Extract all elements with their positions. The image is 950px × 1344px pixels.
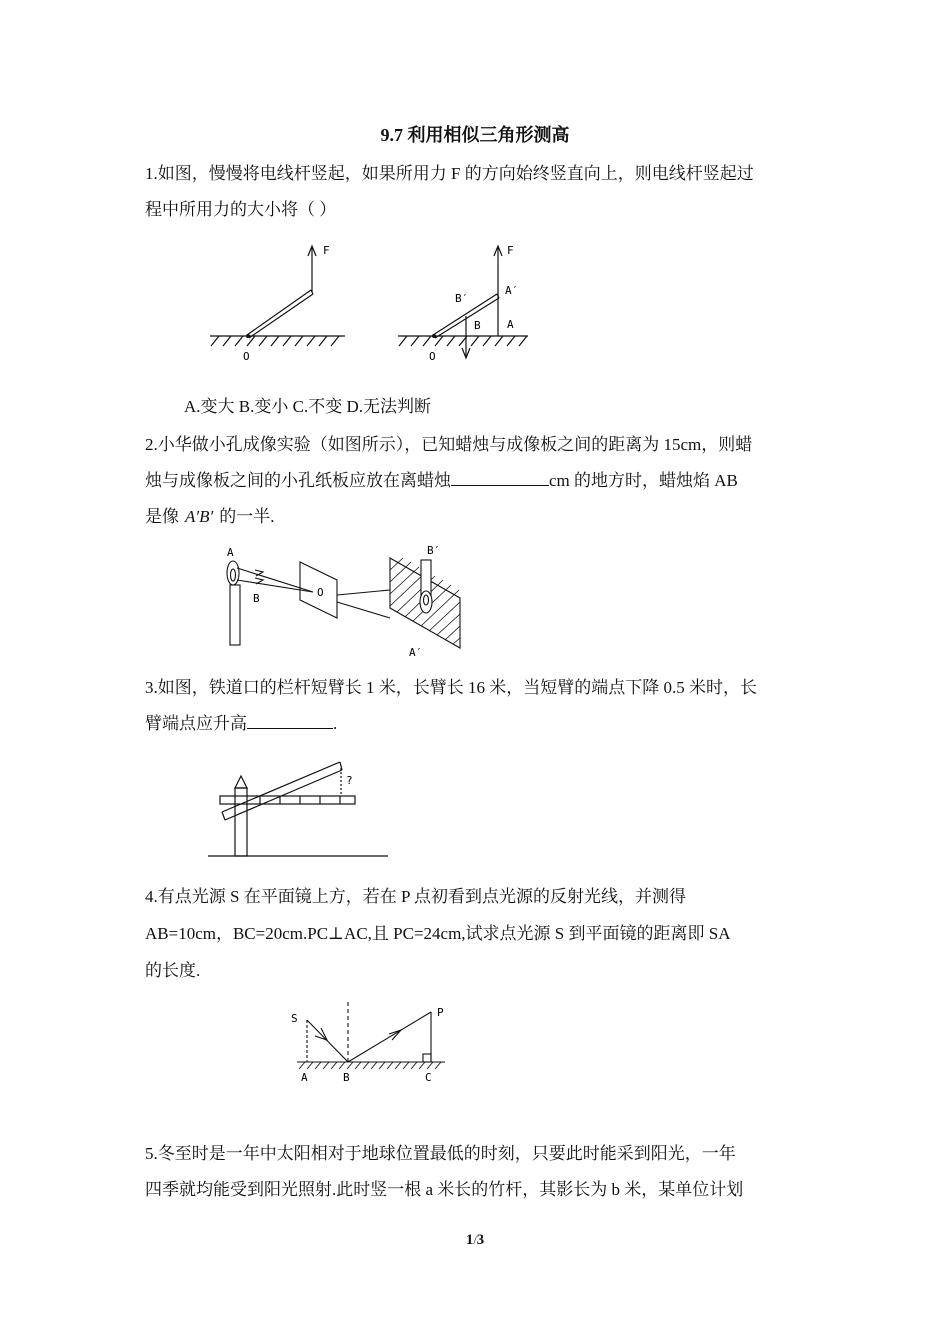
q4-line2: AB=10cm，BC=20cm.PC⊥AC,且 PC=24cm,试求点光源 S 到平面镜的距离即 SA [145,924,731,943]
svg-text:S: S [291,1012,298,1025]
q4-line3: 的长度. [145,961,201,980]
q2-line2: 烛与成像板之间的小孔纸板应放在离蜡烛 cm 的地方时，蜡烛焰 AB [145,471,738,490]
svg-text:B: B [253,592,260,605]
svg-text:A: A [507,318,514,331]
answer-blank [247,713,333,729]
q1-options: A.变大 B.变小 C.不变 D.无法判断 [184,397,431,416]
q4-figure [285,1000,465,1090]
barrier-arm-2 [225,770,342,820]
svg-text:A: A [227,546,234,559]
svg-text:A′: A′ [409,646,423,659]
q1-line2: 程中所用力的大小将（ ） [145,200,337,219]
svg-text:B: B [343,1071,350,1084]
candle [230,585,240,645]
incident-ray [307,1020,348,1062]
label-F: F [323,244,330,257]
svg-text:O: O [317,586,324,599]
pole-edge-2 [249,294,313,338]
image-symbol: A′B′ [185,507,214,526]
q4-line1: 4.有点光源 S 在平面镜上方，若在 P 点初看到点光源的反射光线，并测得 [145,887,687,906]
q2-line1: 2.小华做小孔成像实验（如图所示），已知蜡烛与成像板之间的距离为 15cm，则蜡 [145,435,753,454]
ground-hatch [211,336,339,346]
page-title: 9.7 利用相似三角形测高 [380,125,570,145]
label-O: O [243,350,250,363]
q5-line2: 四季就均能受到阳光照射.此时竖一根 a 米长的竹杆，其影长为 b 米，某单位计划 [145,1180,744,1199]
q1-figure-left [205,236,355,366]
reflected-ray [348,1012,431,1062]
svg-text:B′: B′ [427,544,441,557]
mirror-hatch [299,1062,441,1069]
q2-figure [215,540,475,660]
svg-text:A′: A′ [505,284,519,297]
q5-line1: 5.冬至时是一年中太阳相对于地球位置最低的时刻，只要此时能采到阳光，一年 [145,1144,736,1163]
q2-line3: 是像 A′B′ 的一半. [145,507,275,526]
q3-line2: 臂端点应升高 . [145,714,338,733]
rail-bar [220,796,355,804]
svg-text:P: P [437,1006,444,1019]
post-top [235,776,247,788]
svg-text:F: F [507,244,514,257]
svg-text:A: A [301,1071,308,1084]
answer-blank [451,470,549,486]
q1-line1: 1.如图，慢慢将电线杆竖起，如果所用力 F 的方向始终竖直向上，则电线杆竖起过 [145,164,754,183]
svg-text:C: C [425,1071,432,1084]
q1-figure-right [393,236,543,366]
pole-edge-1 [247,290,311,335]
page-number: 1/3 [465,1232,485,1248]
svg-text:O: O [429,350,436,363]
q3-line1: 3.如图，铁道口的栏杆短臂长 1 米，长臂长 16 米，当短臂的端点下降 0.5 米时，长 [145,678,757,697]
q3-figure [200,760,400,860]
post [235,788,247,856]
svg-text:B′: B′ [455,292,469,305]
svg-text:B: B [474,319,481,332]
question-mark: ? [346,774,353,787]
